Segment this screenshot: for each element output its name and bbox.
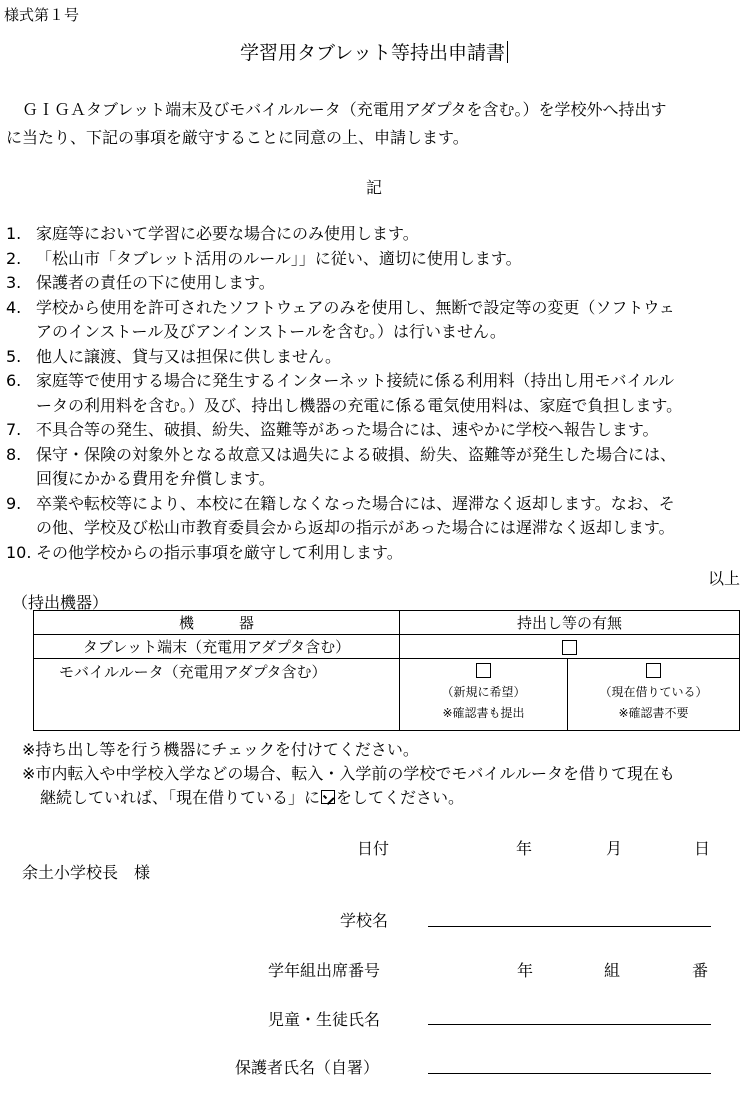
- router-current-checkbox[interactable]: [646, 663, 661, 678]
- rule-text-line: 保守・保険の対象外となる故意又は過失による破損、紛失、盗難等が発生した場合には、: [36, 444, 677, 464]
- grade-label: 年: [517, 961, 534, 980]
- kumi-label: 組: [604, 961, 621, 980]
- rule-item: [6, 492, 746, 541]
- router-option-current: （現在借りている）: [599, 685, 708, 699]
- rule-item: [6, 541, 746, 566]
- date-year-label: 年: [516, 839, 533, 858]
- tablet-row: [34, 635, 740, 659]
- form-number: 様式第１号: [4, 6, 80, 24]
- router-option-current-note: ※確認書不要: [618, 706, 689, 720]
- rules-list: [6, 222, 746, 565]
- rule-number: 3.: [6, 273, 22, 292]
- rule-text-line: 「松山市「タブレット活用のルール」」に従い、適切に使用します。: [36, 248, 522, 268]
- rule-text-line: の他、学校及び松山市教育委員会から返却の指示があった場合には遅滞なく返却します。: [36, 518, 675, 537]
- note-2-line-1: ※市内転入や中学校入学などの場合、転入・入学前の学校でモバイルルータを借りて現在も: [22, 764, 676, 783]
- tablet-checkbox[interactable]: [562, 640, 577, 655]
- rule-number: 4.: [6, 297, 22, 317]
- rule-number: 8.: [6, 444, 22, 464]
- note-1: ※持ち出し等を行う機器にチェックを付けてください。: [22, 740, 419, 759]
- date-month-label: 月: [606, 839, 623, 858]
- router-current-cell: [568, 659, 740, 731]
- rule-item: [6, 296, 746, 345]
- note-2-text-a: 継続していれば、「現在借りている」に: [40, 788, 321, 807]
- rule-number: 5.: [6, 346, 22, 366]
- rule-text-line: 学校から使用を許可されたソフトウェアのみを使用し、無断で設定等の変更（ソフトウェ: [36, 297, 675, 317]
- rule-text-line: 卒業や転校等により、本校に在籍しなくなった場合には、遅滞なく返却します。なお、そ: [36, 493, 675, 513]
- school-name-field[interactable]: [428, 926, 711, 927]
- class-number-label: 学年組出席番号: [268, 961, 381, 980]
- text-caret: [507, 41, 508, 63]
- student-name-label: 児童・生徒氏名: [268, 1010, 381, 1029]
- ban-label: 番: [692, 961, 709, 980]
- school-name-label: 学校名: [340, 911, 389, 930]
- date-day-label: 日: [694, 839, 711, 858]
- router-new-checkbox[interactable]: [476, 663, 491, 678]
- note-2-line-2: [22, 786, 675, 810]
- rule-item: [6, 369, 746, 418]
- ijo-closing: 以上: [707, 569, 740, 588]
- rule-text-line: 家庭等で使用する場合に発生するインターネット接続に係る利用料（持出し用モバイルル: [36, 371, 675, 390]
- devices-table: [33, 610, 740, 731]
- checked-box-icon: [321, 790, 335, 804]
- rule-text-line: 他人に譲渡、貸与又は担保に供しません。: [36, 346, 341, 366]
- principal-addressee: 余土小学校長 様: [22, 863, 151, 882]
- notes-block: [22, 738, 675, 810]
- status-column-header: 持出し等の有無: [400, 611, 740, 635]
- rule-number: 1.: [6, 224, 22, 243]
- rule-text-line: 不具合等の発生、破損、紛失、盗難等があった場合には、速やかに学校へ報告します。: [36, 420, 659, 439]
- tablet-label: タブレット端末（充電用アダプタ含む）: [34, 635, 400, 659]
- router-row: [34, 659, 740, 731]
- intro-line-1: ＧＩＧＡタブレット端末及びモバイルルータ（充電用アダプタを含む。）を学校外へ持出す: [6, 100, 667, 119]
- rule-text-line: アのインストール及びアンインストールを含む。）は行いません。: [36, 322, 506, 341]
- rule-item: [6, 271, 746, 296]
- router-label: モバイルルータ（充電用アダプタ含む）: [34, 659, 400, 731]
- rule-number: 10.: [6, 542, 32, 562]
- rule-number: 7.: [6, 420, 22, 439]
- rule-item: [6, 443, 746, 492]
- rule-text-line: 家庭等において学習に必要な場合にのみ使用します。: [36, 224, 419, 243]
- tablet-checkbox-cell: [400, 635, 740, 659]
- rule-number: 9.: [6, 493, 22, 513]
- note-2-text-b: をしてください。: [336, 788, 465, 807]
- guardian-name-label: 保護者氏名（自署）: [235, 1058, 380, 1077]
- rule-text-line: 保護者の責任の下に使用します。: [36, 273, 275, 292]
- intro-paragraph: [6, 96, 744, 152]
- rule-item: [6, 222, 746, 247]
- rule-item: [6, 345, 746, 370]
- table-header-row: [34, 611, 740, 635]
- ki-heading: 記: [365, 178, 382, 197]
- rule-number: 6.: [6, 371, 22, 390]
- rule-number: 2.: [6, 248, 22, 268]
- rule-item: [6, 247, 746, 272]
- document-title: [0, 38, 748, 65]
- router-option-new-note: ※確認書も提出: [442, 706, 525, 720]
- devices-label: （持出機器）: [12, 593, 109, 612]
- title-text: 学習用タブレット等持出申請書: [239, 42, 506, 64]
- student-name-field[interactable]: [428, 1024, 711, 1025]
- guardian-name-field[interactable]: [428, 1073, 711, 1074]
- intro-line-2: に当たり、下記の事項を厳守することに同意の上、申請します。: [6, 128, 469, 147]
- router-new-cell: [400, 659, 568, 731]
- rule-item: [6, 418, 746, 443]
- rule-text-line: ータの利用料を含む。）及び、持出し機器の充電に係る電気使用料は、家庭で負担します。: [36, 395, 683, 415]
- rule-text-line: 回復にかかる費用を弁償します。: [36, 469, 275, 488]
- device-column-header: 機 器: [34, 611, 400, 635]
- rule-text-line: その他学校からの指示事項を厳守して利用します。: [36, 542, 403, 562]
- date-label: 日付: [357, 839, 390, 858]
- router-option-new: （新規に希望）: [441, 685, 526, 699]
